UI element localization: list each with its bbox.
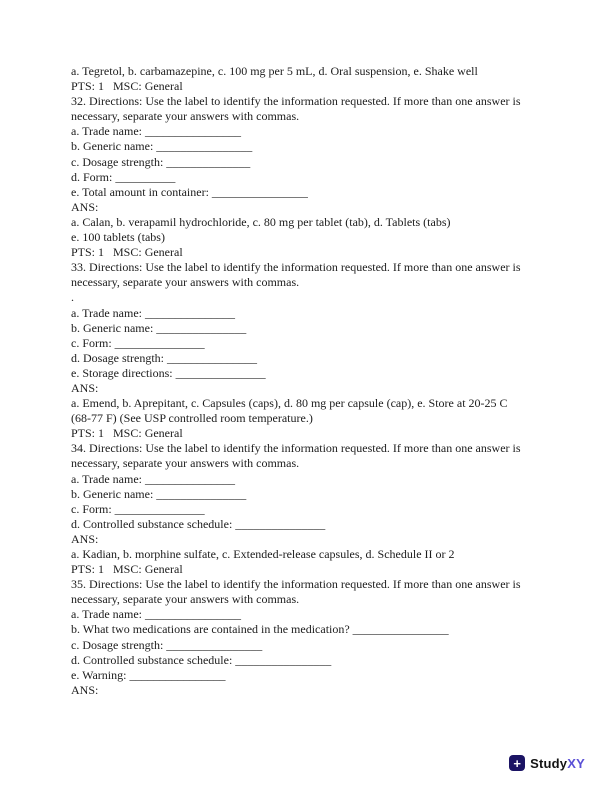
text-line: a. Trade name: ________________ bbox=[71, 124, 241, 139]
text-line: a. Kadian, b. morphine sulfate, c. Extended-release capsules, d. Schedule II or 2 bbox=[71, 547, 455, 561]
text-line: ANS: bbox=[71, 199, 99, 214]
studyxy-brand-badge bbox=[509, 755, 585, 771]
text-line: necessary, separate your answers with commas. bbox=[71, 592, 300, 607]
text-line: PTS: 1 MSC: General bbox=[71, 79, 183, 94]
text-line: c. Form: _______________ bbox=[71, 335, 205, 350]
text-line: a. Trade name: _______________ bbox=[71, 471, 235, 486]
text-line: d. Controlled substance schedule: _______________ bbox=[71, 516, 326, 531]
text-line: PTS: 1 MSC: General bbox=[71, 426, 183, 441]
text-line: necessary, separate your answers with commas. bbox=[71, 456, 300, 471]
text-line: c. Form: _______________ bbox=[71, 501, 205, 516]
text-line: necessary, separate your answers with commas. bbox=[71, 275, 300, 290]
text-line: a. Trade name: ________________ bbox=[71, 607, 241, 622]
text-line: d. Controlled substance schedule: ________________ bbox=[71, 652, 332, 667]
text-line: b. Generic name: ________________ bbox=[71, 139, 253, 154]
text-line: ANS: bbox=[71, 380, 99, 395]
plus-icon: + bbox=[509, 755, 525, 771]
text-line: e. Storage directions: _______________ bbox=[71, 365, 266, 380]
text-line: a. Emend, b. Aprepitant, c. Capsules (caps), d. 80 mg per capsule (cap), e. Store at 20-25 C bbox=[71, 396, 508, 411]
text-line: a. Tegretol, b. carbamazepine, c. 100 mg per 5 mL, d. Oral suspension, e. Shake well bbox=[71, 64, 478, 78]
text-line: e. Warning: ________________ bbox=[71, 667, 226, 682]
text-line: e. Total amount in container: ________________ bbox=[71, 184, 308, 199]
text-line: e. 100 tablets (tabs) bbox=[71, 230, 165, 245]
text-line: d. Form: __________ bbox=[71, 169, 176, 184]
text-line: . bbox=[71, 290, 74, 305]
text-line: b. What two medications are contained in the medication? ________________ bbox=[71, 622, 449, 637]
text-line: a. Calan, b. verapamil hydrochloride, c. 80 mg per tablet (tab), d. Tablets (tabs) bbox=[71, 214, 451, 229]
text-line: d. Dosage strength: _______________ bbox=[71, 350, 257, 365]
brand-suffix: XY bbox=[567, 755, 585, 771]
text-line: b. Generic name: _______________ bbox=[71, 320, 247, 335]
text-line: c. Dosage strength: ______________ bbox=[71, 154, 251, 169]
text-line: PTS: 1 MSC: General bbox=[71, 562, 183, 577]
text-line: 32. Directions: Use the label to identify the information requested. If more than one answer is bbox=[71, 94, 521, 109]
text-line: PTS: 1 MSC: General bbox=[71, 245, 183, 260]
text-line: 35. Directions: Use the label to identify the information requested. If more than one answer is bbox=[71, 577, 521, 592]
text-line: a. Trade name: _______________ bbox=[71, 305, 235, 320]
text-line: ANS: bbox=[71, 682, 99, 697]
brand-prefix: Study bbox=[530, 755, 568, 771]
text-line: 33. Directions: Use the label to identify the information requested. If more than one answer is bbox=[71, 260, 521, 275]
text-line: necessary, separate your answers with commas. bbox=[71, 109, 300, 124]
text-line: 34. Directions: Use the label to identify the information requested. If more than one answer is bbox=[71, 441, 521, 456]
text-line: c. Dosage strength: ________________ bbox=[71, 637, 263, 652]
brand-name bbox=[530, 756, 585, 771]
text-line: (68-77 F) (See USP controlled room temperature.) bbox=[71, 411, 313, 426]
text-line: ANS: bbox=[71, 531, 99, 546]
text-line: b. Generic name: _______________ bbox=[71, 486, 247, 501]
document-text-block bbox=[71, 64, 546, 698]
